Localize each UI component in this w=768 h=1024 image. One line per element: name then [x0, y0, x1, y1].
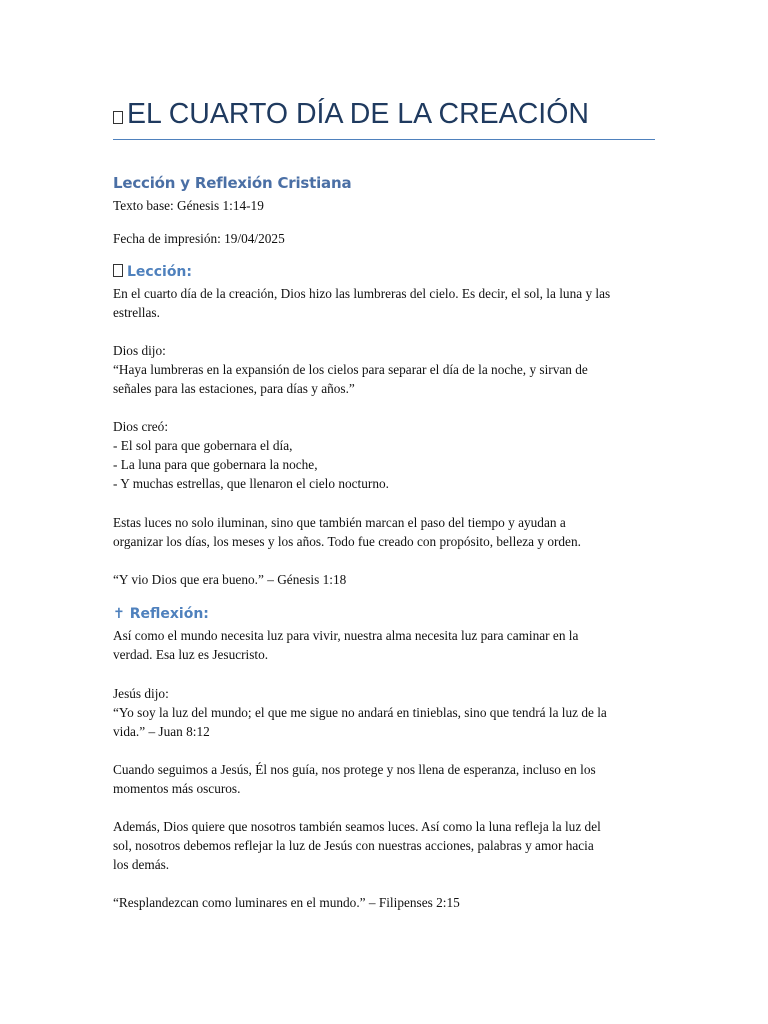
document-subtitle: Lección y Reflexión Cristiana	[113, 174, 352, 192]
reflexion-line: momentos más oscuros.	[113, 781, 241, 796]
text-base: Texto base: Génesis 1:14-19	[113, 198, 264, 213]
reflexion-line: “Yo soy la luz del mundo; el que me sigue no andará en tinieblas, sino que tendrá la luz de la	[113, 705, 607, 720]
reflexion-line: Así como el mundo necesita luz para vivir, nuestra alma necesita luz para caminar en la	[113, 628, 579, 643]
page-title	[113, 94, 657, 134]
leccion-quote: “Y vio Dios que era bueno.” – Génesis 1:18	[113, 572, 347, 587]
missing-glyph-icon	[113, 264, 123, 277]
leccion-line: En el cuarto día de la creación, Dios hizo las lumbreras del cielo. Es decir, el sol, la luna y las	[113, 286, 611, 301]
reflexion-line: Cuando seguimos a Jesús, Él nos guía, nos protege y nos llena de esperanza, incluso en los	[113, 762, 596, 777]
reflexion-line: vida.” – Juan 8:12	[113, 724, 210, 739]
title-underline	[113, 139, 655, 140]
reflexion-line: verdad. Esa luz es Jesucristo.	[113, 647, 269, 662]
leccion-line: Dios dijo:	[113, 343, 166, 358]
leccion-line: estrellas.	[113, 305, 160, 320]
leccion-list-item: - El sol para que gobernara el día,	[113, 438, 293, 453]
missing-glyph-icon	[113, 111, 123, 124]
reflexion-line: Jesús dijo:	[113, 686, 169, 701]
leccion-line: organizar los días, los meses y los años. Todo fue creado con propósito, belleza y orden.	[113, 534, 581, 549]
leccion-line: “Haya lumbreras en la expansión de los cielos para separar el día de la noche, y sirvan de	[113, 362, 588, 377]
leccion-heading-text: Lección:	[127, 264, 192, 280]
leccion-list-item: - La luna para que gobernara la noche,	[113, 457, 318, 472]
reflexion-line: Además, Dios quiere que nosotros también seamos luces. Así como la luna refleja la luz del	[113, 819, 601, 834]
leccion-line: Estas luces no solo iluminan, sino que también marcan el paso del tiempo y ayudan a	[113, 515, 566, 530]
reflexion-line: los demás.	[113, 857, 170, 872]
leccion-heading	[113, 262, 192, 282]
reflexion-quote: “Resplandezcan como luminares en el mundo.” – Filipenses 2:15	[113, 895, 460, 910]
leccion-list-item: - Y muchas estrellas, que llenaron el cielo nocturno.	[113, 476, 389, 491]
cross-icon: ✝	[113, 606, 125, 622]
leccion-line: señales para las estaciones, para días y años.”	[113, 381, 355, 396]
print-date: Fecha de impresión: 19/04/2025	[113, 231, 285, 246]
reflexion-line: sol, nosotros debemos reflejar la luz de Jesús con nuestras acciones, palabras y amor hacia	[113, 838, 594, 853]
reflexion-heading-text: Reflexión:	[129, 606, 209, 622]
reflexion-heading	[113, 604, 209, 624]
leccion-line: Dios creó:	[113, 419, 169, 434]
page-title-text: EL CUARTO DÍA DE LA CREACIÓN	[127, 98, 589, 130]
